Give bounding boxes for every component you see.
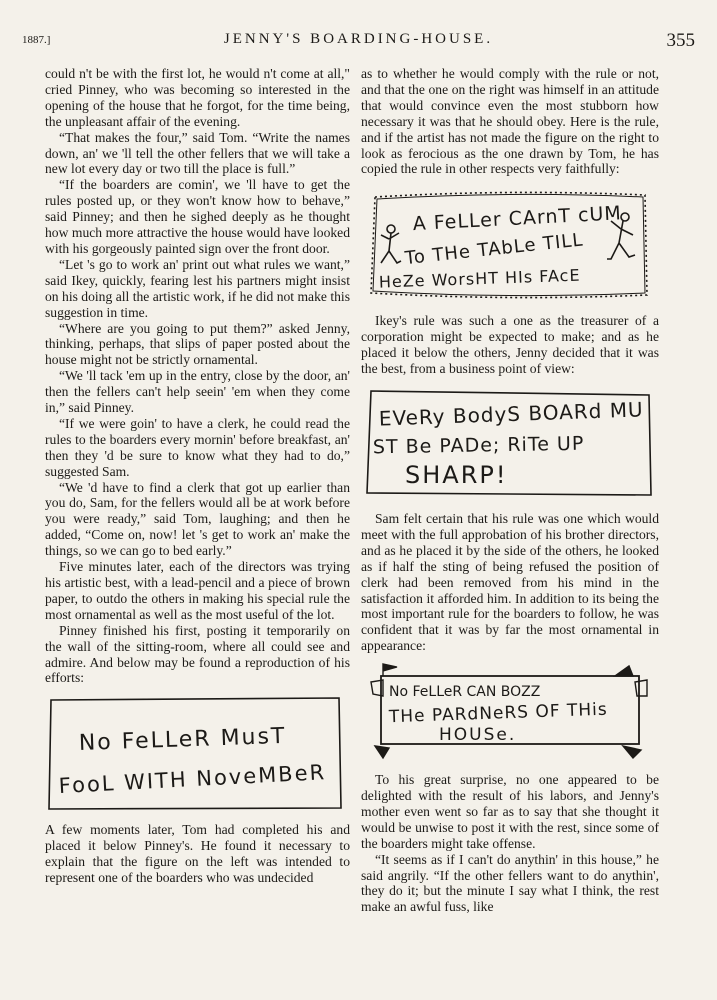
boarder-figure-illustration bbox=[381, 225, 401, 263]
paragraph: “Where are you going to put them?” asked Jenny, thinking, perhaps, that slips of paper posted about the house might not be strictly ornamental. bbox=[45, 320, 350, 368]
pinney-sign-illustration bbox=[45, 694, 350, 812]
paragraph: “That makes the four,” said Tom. “Write the names down, an' we 'll tell the other fellers that we will take a new lot every day or two till the place is full.” bbox=[45, 129, 350, 177]
tom-sign-line2: To THe TAbLe TILL bbox=[403, 229, 585, 270]
paragraph: “We 'll tack 'em up in the entry, close by the door, an' then the fellers can't help seein' 'em when they come in,” said Pinney. bbox=[45, 368, 350, 416]
ikey-sign-line3: SHARP! bbox=[405, 460, 508, 489]
pinney-sign-line1: No FeLLeR MusT bbox=[78, 724, 287, 757]
ikey-sign-illustration bbox=[361, 385, 659, 501]
tom-sign-line3: HeZe WorsHT HIs FAcE bbox=[378, 265, 581, 292]
paragraph: Ikey's rule was such a one as the treasurer of a corporation might be expected to make; and as he placed it below the others, Jenny decided that it was the best, from a business point of view: bbox=[361, 313, 659, 377]
paragraph: “Let 's go to work an' print out what rules we want,” said Ikey, quickly, fearing lest his partners might insist on his doing all the artistic work, if he did not make this suggestion in time. bbox=[45, 256, 350, 320]
paragraph: as to whether he would comply with the rule or not, and that the one on the right was himself in an attitude that would convince even the most stubborn how necessary it was that he should obey. Here is the rule, and if the artist has not made the figure on the right to look as ferocious as the one drawn by Tom, he has copied the rule in other respects very faithfully: bbox=[361, 66, 659, 177]
paragraph: “If we were goin' to have a clerk, he could read the rules to the boarders every mornin' before breakfast, an' then they 'd be sure to know what they had to do,” suggested Sam. bbox=[45, 415, 350, 479]
sam-sign-illustration bbox=[361, 662, 659, 762]
pinney-sign-line2: FooL WITH NoveMBeR bbox=[58, 760, 327, 799]
sam-sign-line2: THe PARdNeRS OF THis bbox=[388, 699, 609, 728]
paragraph: “We 'd have to find a clerk that got up earlier than you do, Sam, for the fellers would all be at work before you were ready,” said Tom, laughing; and then he added, “Come on, now! let 's get to work an' make the things, so we can go to bed early.” bbox=[45, 479, 350, 559]
paragraph: “If the boarders are comin', we 'll have to get the rules posted up, or they won't know how to behave,” said Pinney; and then he sighed deeply as he thought how much more attractive the house would have looked with his gorgeously painted sign over the front door. bbox=[45, 177, 350, 256]
page-header bbox=[0, 0, 717, 60]
right-column bbox=[361, 66, 659, 915]
ikey-sign-line2: ST Be PADe; RiTe UP bbox=[372, 432, 585, 459]
paragraph: Five minutes later, each of the directors was trying his artistic best, with a lead-pencil and a piece of brown paper, to outdo the others in making his special rule the most ornamental as well as the most useful of the lot. bbox=[45, 559, 350, 622]
year-label: 1887.] bbox=[22, 34, 51, 46]
paragraph: could n't be with the first lot, he would n't come at all," cried Pinney, who was becoming so interested in the opening of the house that he forgot, for the time being, the unpleasant affair of the evening. bbox=[45, 66, 350, 129]
sam-sign-line3: HOUSe. bbox=[439, 725, 517, 746]
paragraph: A few moments later, Tom had completed his and placed it below Pinney's. He found it necessary to explain that the figure on the left was intended to represent one of the boarders who was undecided bbox=[45, 822, 350, 886]
sam-sign-line1: No FeLLeR CAN BOZZ bbox=[389, 684, 541, 701]
paragraph: “It seems as if I can't do anythin' in this house,” he said angrily. “If the other fellers want to do anythin', they do it; but the minute I say what I think, the rest make an awful fuss, like bbox=[361, 851, 659, 915]
tom-sign-line1: A FeLLer CArnT cUM bbox=[412, 202, 623, 236]
page-number: 355 bbox=[666, 30, 695, 51]
paragraph: Pinney finished his first, posting it temporarily on the wall of the sitting-room, where all could see and admire. And below may be found a reproduction of his efforts: bbox=[45, 622, 350, 686]
running-title: JENNY'S BOARDING-HOUSE. bbox=[223, 31, 494, 47]
left-column bbox=[45, 66, 350, 886]
tom-sign-illustration bbox=[361, 185, 659, 303]
ikey-sign-line1: EVeRy BodyS BOARd MU bbox=[378, 397, 644, 431]
paragraph: To his great surprise, no one appeared to be delighted with the result of his labors, and Jenny's mother even went so far as to say that she thought it would be unwise to post it with the rest, since some of the boarders might take offense. bbox=[361, 772, 659, 851]
paragraph: Sam felt certain that his rule was one which would meet with the full approbation of his brother directors, and as he placed it by the side of the others, he looked as if half the sting of being refused the position of clerk had been removed from his mind in the satisfaction it afforded him. In addition to its being the most important rule for the boarders to follow, he was confident that it was by far the most ornamental in appearance: bbox=[361, 510, 659, 654]
